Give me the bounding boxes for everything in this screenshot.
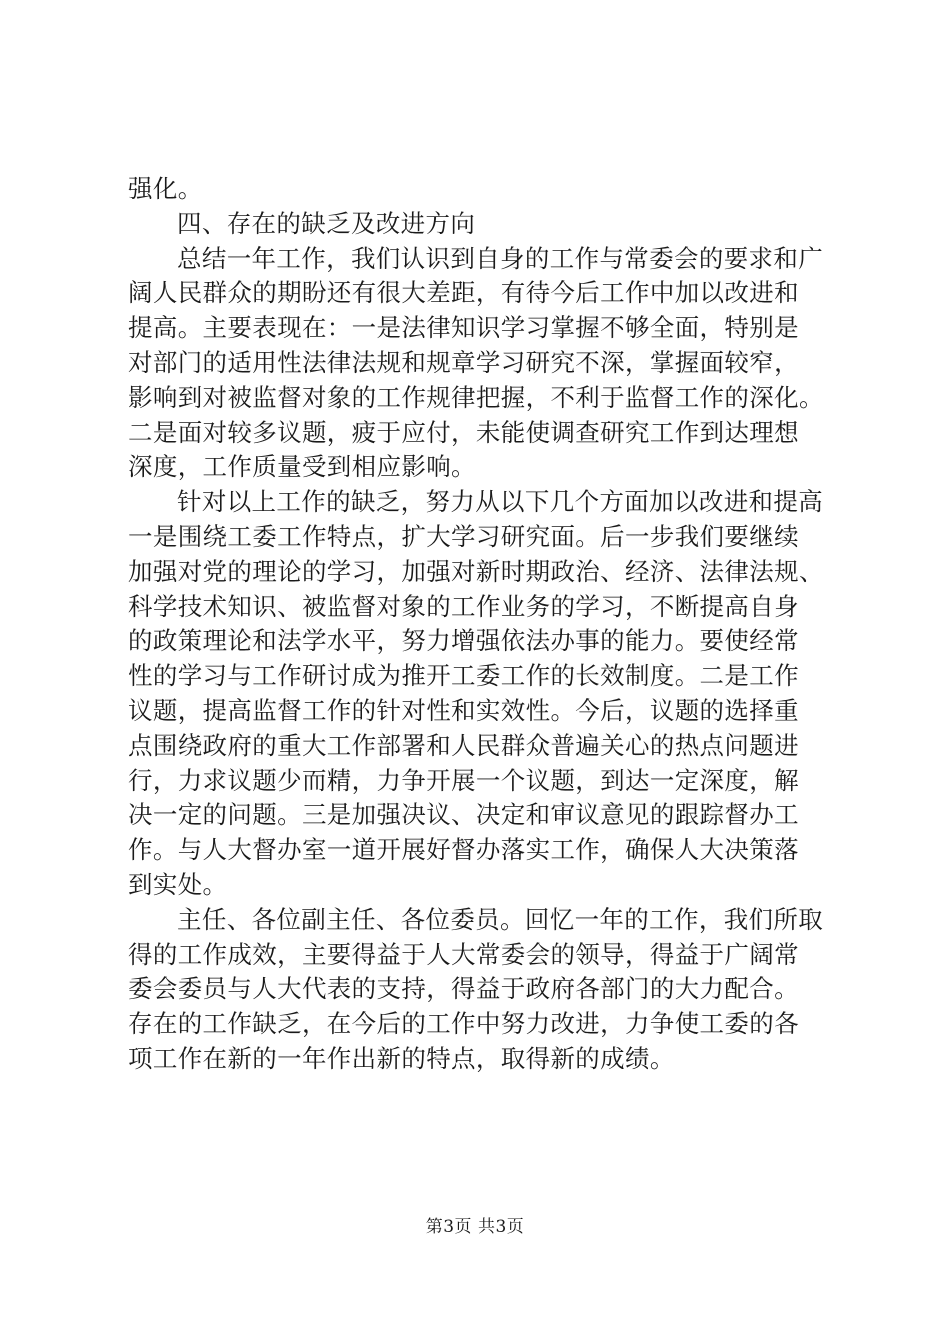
- text-line: 总结一年工作，我们认识到自身的工作与常委会的要求和广: [177, 243, 824, 273]
- text-line: 得的工作成效，主要得益于人大常委会的领导，得益于广阔常: [128, 939, 799, 969]
- text-line: 影响到对被监督对象的工作规律把握，不利于监督工作的深化。: [128, 382, 824, 412]
- text-line: 性的学习与工作研讨成为推开工委工作的长效制度。二是工作: [128, 661, 799, 691]
- text-line: 项工作在新的一年作出新的特点，取得新的成绩。: [128, 1043, 675, 1073]
- text-line: 四、存在的缺乏及改进方向: [177, 208, 476, 238]
- text-line: 针对以上工作的缺乏，努力从以下几个方面加以改进和提高: [177, 487, 824, 517]
- text-line: 对部门的适用性法律法规和规章学习研究不深，掌握面较窄，: [128, 347, 799, 377]
- text-line: 作。与人大督办室一道开展好督办落实工作，确保人大决策落: [128, 835, 799, 865]
- text-line: 科学技术知识、被监督对象的工作业务的学习，不断提高自身: [128, 591, 799, 621]
- text-line: 主任、各位副主任、各位委员。回忆一年的工作，我们所取: [177, 904, 824, 934]
- text-line: 议题，提高监督工作的针对性和实效性。今后，议题的选择重: [128, 695, 799, 725]
- text-line: 深度，工作质量受到相应影响。: [128, 452, 476, 482]
- text-line: 委会委员与人大代表的支持，得益于政府各部门的大力配合。: [128, 974, 799, 1004]
- text-line: 提高。主要表现在：一是法律知识学习掌握不够全面，特别是: [128, 313, 799, 343]
- page-footer: 第3页 共3页: [425, 1217, 525, 1237]
- text-line: 点围绕政府的重大工作部署和人民群众普遍关心的热点问题进: [128, 730, 799, 760]
- text-line: 强化。: [128, 174, 203, 203]
- text-line: 加强对党的理论的学习，加强对新时期政治、经济、法律法规、: [128, 556, 824, 586]
- text-line: 阔人民群众的期盼还有很大差距，有待今后工作中加以改进和: [128, 278, 799, 308]
- text-line: 存在的工作缺乏，在今后的工作中努力改进，力争使工委的各: [128, 1009, 799, 1039]
- text-line: 行，力求议题少而精，力争开展一个议题，到达一定深度，解: [128, 765, 799, 795]
- document-body: [128, 172, 834, 1077]
- text-line: 一是围绕工委工作特点，扩大学习研究面。后一步我们要继续: [128, 521, 799, 551]
- text-line: 决一定的问题。三是加强决议、决定和审议意见的跟踪督办工: [128, 800, 799, 830]
- text-line: 到实处。: [128, 869, 228, 899]
- text-line: 的政策理论和法学水平，努力增强依法办事的能力。要使经常: [128, 626, 799, 656]
- text-line: 二是面对较多议题，疲于应付，未能使调查研究工作到达理想: [128, 417, 799, 447]
